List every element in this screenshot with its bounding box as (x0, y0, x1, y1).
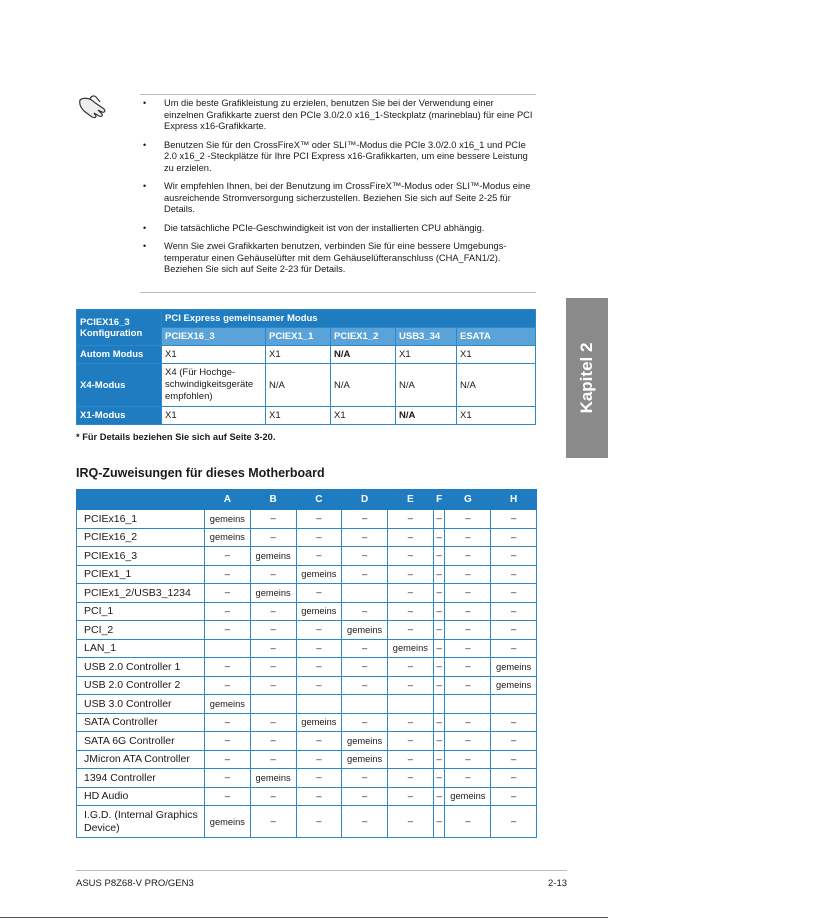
irq-row-label: SATA 6G Controller (77, 732, 205, 751)
irq-cell: – (296, 658, 342, 677)
irq-cell: – (445, 639, 491, 658)
irq-cell: – (388, 547, 434, 566)
irq-cell: – (388, 584, 434, 603)
irq-cell: – (445, 510, 491, 529)
corner-line2: Konfiguration (80, 327, 143, 339)
irq-cell (433, 695, 445, 714)
irq-cell: – (491, 510, 537, 529)
irq-cell: – (433, 528, 445, 547)
irq-cell: – (445, 806, 491, 838)
irq-cell (342, 584, 388, 603)
irq-cell: gemeins (250, 769, 296, 788)
irq-cell: – (433, 769, 445, 788)
note-box (140, 98, 536, 283)
table-cell: X1 (457, 407, 536, 425)
irq-row-label: PCIEx16_3 (77, 547, 205, 566)
irq-cell: gemeins (342, 750, 388, 769)
table-cell: X1 (162, 346, 266, 364)
irq-cell: – (342, 510, 388, 529)
irq-cell: – (296, 732, 342, 751)
irq-cell: – (342, 676, 388, 695)
table-cell: N/A (457, 364, 536, 407)
irq-cell: – (250, 750, 296, 769)
column-header: USB3_34 (396, 328, 457, 346)
irq-cell: – (205, 676, 251, 695)
irq-cell: – (205, 565, 251, 584)
irq-cell: – (388, 676, 434, 695)
irq-cell: – (433, 565, 445, 584)
irq-row-label: PCI_1 (77, 602, 205, 621)
irq-cell: – (342, 658, 388, 677)
irq-cell: gemeins (205, 806, 251, 838)
page-bottom-rule (0, 917, 608, 918)
irq-cell: gemeins (296, 565, 342, 584)
irq-row (77, 621, 537, 640)
irq-cell: – (388, 732, 434, 751)
irq-cell: – (342, 547, 388, 566)
irq-cell: – (388, 806, 434, 838)
irq-cell: – (250, 713, 296, 732)
pcie-shared-mode-table (76, 309, 536, 425)
note-bullet: • Die tatsächliche PCIe-Geschwindigkeit ist von der installierten CPU abhängig. (140, 223, 536, 235)
irq-cell (388, 695, 434, 714)
irq-row-label: SATA Controller (77, 713, 205, 732)
irq-row-label: LAN_1 (77, 639, 205, 658)
irq-cell: – (433, 750, 445, 769)
irq-cell: – (296, 769, 342, 788)
note-bullet: • Benutzen Sie für den CrossFireX™ oder SLI™-Modus die PCIe 3.0/2.0 x16_1 und PCIe 2.0 x16_2 -Steckplätze für Ihre PCI Express x16-Grafikkarten, um eine bessere Leistung zu erzielen. (140, 140, 536, 175)
irq-cell: – (433, 806, 445, 838)
irq-cell: – (388, 510, 434, 529)
irq-cell: – (388, 787, 434, 806)
irq-cell: – (250, 621, 296, 640)
irq-cell: – (491, 528, 537, 547)
irq-cell: – (433, 584, 445, 603)
irq-cell: – (296, 528, 342, 547)
irq-cell: – (491, 584, 537, 603)
irq-cell: – (445, 658, 491, 677)
note-bullet: • Wir empfehlen Ihnen, bei der Benutzung im CrossFireX™-Modus oder SLI™-Modus eine ausreichende Stromversorgung sicherzustellen. Beziehen Sie sich auf Seite 2-25 für Details. (140, 181, 536, 216)
table-cell: X4 (Für Hochge-schwindigkeitsgeräte empfohlen) (162, 364, 266, 407)
column-header: PCIEX16_3 (162, 328, 266, 346)
irq-cell (445, 695, 491, 714)
irq-row-label: USB 2.0 Controller 1 (77, 658, 205, 677)
irq-cell: gemeins (342, 732, 388, 751)
irq-cell: – (388, 769, 434, 788)
table-cell: X1 (266, 407, 331, 425)
table-cell: X1 (162, 407, 266, 425)
chapter-side-tab (566, 298, 608, 458)
irq-column-header: F (433, 490, 445, 510)
table-cell: N/A (266, 364, 331, 407)
footer-page-number: 2-13 (548, 878, 568, 889)
irq-cell: – (491, 713, 537, 732)
note-bullet: • Wenn Sie zwei Grafikkarten benutzen, verbinden Sie für eine bessere Umgebungs-temperatur einen Gehäuselüfter mit dem Gehäuselüfteranschluss (CHA_FAN1/2). Beziehen Sie sich auf Seite 2-23 für Details. (140, 241, 536, 276)
irq-cell: gemeins (250, 547, 296, 566)
column-header: ESATA (457, 328, 536, 346)
irq-cell: – (342, 806, 388, 838)
irq-cell: – (250, 806, 296, 838)
irq-cell: gemeins (296, 602, 342, 621)
irq-cell: – (433, 547, 445, 566)
irq-cell: – (445, 584, 491, 603)
chapter-tab-label: Kapitel 2 (577, 342, 596, 414)
irq-row (77, 676, 537, 695)
irq-column-header: H (491, 490, 537, 510)
row-header: X4-Modus (77, 364, 162, 407)
irq-row (77, 750, 537, 769)
group-header: PCI Express gemeinsamer Modus (162, 310, 536, 328)
irq-cell: – (250, 565, 296, 584)
irq-cell: – (205, 787, 251, 806)
table-cell: X1 (457, 346, 536, 364)
irq-cell: – (491, 750, 537, 769)
irq-cell: – (433, 676, 445, 695)
irq-cell: – (342, 528, 388, 547)
irq-cell: – (296, 750, 342, 769)
irq-row-label: HD Audio (77, 787, 205, 806)
irq-cell: – (250, 732, 296, 751)
table-row (77, 364, 536, 407)
table-cell: N/A (396, 407, 457, 425)
irq-cell: – (342, 565, 388, 584)
irq-row (77, 547, 537, 566)
table-cell: X1 (266, 346, 331, 364)
irq-cell: – (296, 510, 342, 529)
irq-cell: – (445, 713, 491, 732)
irq-cell: – (445, 547, 491, 566)
irq-cell: gemeins (388, 639, 434, 658)
hand-pointer-icon (78, 94, 112, 120)
row-header: X1-Modus (77, 407, 162, 425)
irq-cell: – (491, 602, 537, 621)
irq-cell (491, 695, 537, 714)
irq-corner-header (77, 490, 205, 510)
irq-row (77, 528, 537, 547)
irq-cell: gemeins (491, 658, 537, 677)
irq-cell: – (388, 565, 434, 584)
irq-cell: – (433, 510, 445, 529)
irq-cell (250, 695, 296, 714)
note-bottom-rule (140, 292, 536, 293)
irq-cell: – (296, 806, 342, 838)
irq-row (77, 806, 537, 838)
table-row (77, 346, 536, 364)
irq-cell: – (445, 732, 491, 751)
footer-model: ASUS P8Z68-V PRO/GEN3 (76, 878, 194, 889)
irq-cell: – (491, 769, 537, 788)
irq-cell: – (491, 732, 537, 751)
irq-cell: gemeins (491, 676, 537, 695)
irq-cell: – (250, 602, 296, 621)
irq-header-row (77, 490, 537, 510)
irq-cell: – (491, 639, 537, 658)
table-cell: N/A (396, 364, 457, 407)
irq-cell: – (491, 787, 537, 806)
irq-cell: – (388, 528, 434, 547)
irq-cell: – (342, 769, 388, 788)
irq-column-header: A (205, 490, 251, 510)
irq-cell: – (205, 621, 251, 640)
row-header: Autom Modus (77, 346, 162, 364)
irq-cell: – (445, 528, 491, 547)
irq-cell: – (205, 547, 251, 566)
corner-line1: PCIEX16_3 (80, 316, 130, 328)
irq-row-label: PCIEx1_1 (77, 565, 205, 584)
irq-cell: – (491, 806, 537, 838)
table-corner-header (77, 310, 162, 346)
table-cell: N/A (331, 346, 396, 364)
irq-cell: – (250, 658, 296, 677)
irq-cell: – (445, 602, 491, 621)
irq-cell: gemeins (445, 787, 491, 806)
irq-cell: – (250, 528, 296, 547)
irq-row (77, 713, 537, 732)
irq-column-header: B (250, 490, 296, 510)
irq-row-label: USB 3.0 Controller (77, 695, 205, 714)
irq-cell: gemeins (296, 713, 342, 732)
column-header: PCIEX1_2 (331, 328, 396, 346)
irq-cell: – (296, 639, 342, 658)
irq-row (77, 602, 537, 621)
irq-cell: – (342, 602, 388, 621)
irq-cell: – (445, 621, 491, 640)
irq-row (77, 769, 537, 788)
irq-cell: – (250, 639, 296, 658)
irq-cell: – (388, 750, 434, 769)
irq-cell: – (445, 565, 491, 584)
irq-cell: – (491, 621, 537, 640)
irq-row-label: JMicron ATA Controller (77, 750, 205, 769)
irq-row (77, 695, 537, 714)
irq-assignment-table (76, 489, 537, 838)
irq-cell: – (342, 787, 388, 806)
irq-row (77, 639, 537, 658)
irq-cell: – (205, 750, 251, 769)
irq-row (77, 584, 537, 603)
table-row (77, 407, 536, 425)
irq-cell: gemeins (342, 621, 388, 640)
irq-cell: – (433, 658, 445, 677)
table-cell: X1 (331, 407, 396, 425)
irq-cell (296, 695, 342, 714)
irq-column-header: C (296, 490, 342, 510)
irq-cell: – (342, 713, 388, 732)
irq-cell: gemeins (205, 528, 251, 547)
footer-rule (76, 870, 567, 871)
irq-cell: – (342, 639, 388, 658)
irq-cell: – (205, 602, 251, 621)
irq-cell: – (433, 787, 445, 806)
irq-cell: – (445, 750, 491, 769)
irq-row (77, 787, 537, 806)
irq-cell: – (433, 732, 445, 751)
irq-row-label: PCIEx16_1 (77, 510, 205, 529)
note-top-rule (140, 94, 536, 95)
irq-row (77, 565, 537, 584)
irq-cell: – (205, 584, 251, 603)
irq-cell: – (296, 676, 342, 695)
irq-row-label: 1394 Controller (77, 769, 205, 788)
irq-cell: – (433, 621, 445, 640)
irq-row (77, 510, 537, 529)
irq-cell: – (433, 639, 445, 658)
irq-cell: – (445, 769, 491, 788)
irq-cell: gemeins (205, 695, 251, 714)
irq-row-label: PCIEx1_2/USB3_1234 (77, 584, 205, 603)
irq-cell: – (205, 713, 251, 732)
irq-column-header: E (388, 490, 434, 510)
irq-cell: – (250, 787, 296, 806)
table-cell: X1 (396, 346, 457, 364)
irq-row (77, 658, 537, 677)
irq-cell: – (433, 713, 445, 732)
irq-cell (342, 695, 388, 714)
irq-row-label: USB 2.0 Controller 2 (77, 676, 205, 695)
irq-section-title: IRQ-Zuweisungen für dieses Motherboard (76, 466, 325, 480)
irq-row-label: PCIEx16_2 (77, 528, 205, 547)
irq-cell: – (388, 621, 434, 640)
irq-cell: – (296, 547, 342, 566)
table-cell: N/A (331, 364, 396, 407)
irq-cell: – (445, 676, 491, 695)
irq-cell: – (388, 658, 434, 677)
irq-cell: – (491, 547, 537, 566)
irq-cell: gemeins (205, 510, 251, 529)
irq-cell: – (205, 658, 251, 677)
irq-cell: – (250, 676, 296, 695)
irq-cell: – (491, 565, 537, 584)
irq-cell: – (250, 510, 296, 529)
irq-cell: – (296, 787, 342, 806)
irq-row-label: I.G.D. (Internal Graphics Device) (77, 806, 205, 838)
irq-cell (205, 639, 251, 658)
irq-cell: – (296, 584, 342, 603)
irq-column-header: D (342, 490, 388, 510)
irq-row (77, 732, 537, 751)
irq-cell: – (433, 602, 445, 621)
irq-cell: gemeins (250, 584, 296, 603)
irq-cell: – (296, 621, 342, 640)
irq-cell: – (388, 713, 434, 732)
irq-row-label: PCI_2 (77, 621, 205, 640)
irq-column-header: G (445, 490, 491, 510)
table-footnote: * Für Details beziehen Sie sich auf Seite 3-20. (76, 432, 276, 442)
irq-cell: – (388, 602, 434, 621)
irq-cell: – (205, 769, 251, 788)
column-header: PCIEX1_1 (266, 328, 331, 346)
note-bullet: • Um die beste Grafikleistung zu erzielen, benutzen Sie bei der Verwendung einer einzelnen Grafikkarte zuerst den PCIe 3.0/2.0 x16_1-Steckplatz (marineblau) für eine PCI Express x16-Grafikkarte. (140, 98, 536, 133)
irq-cell: – (205, 732, 251, 751)
